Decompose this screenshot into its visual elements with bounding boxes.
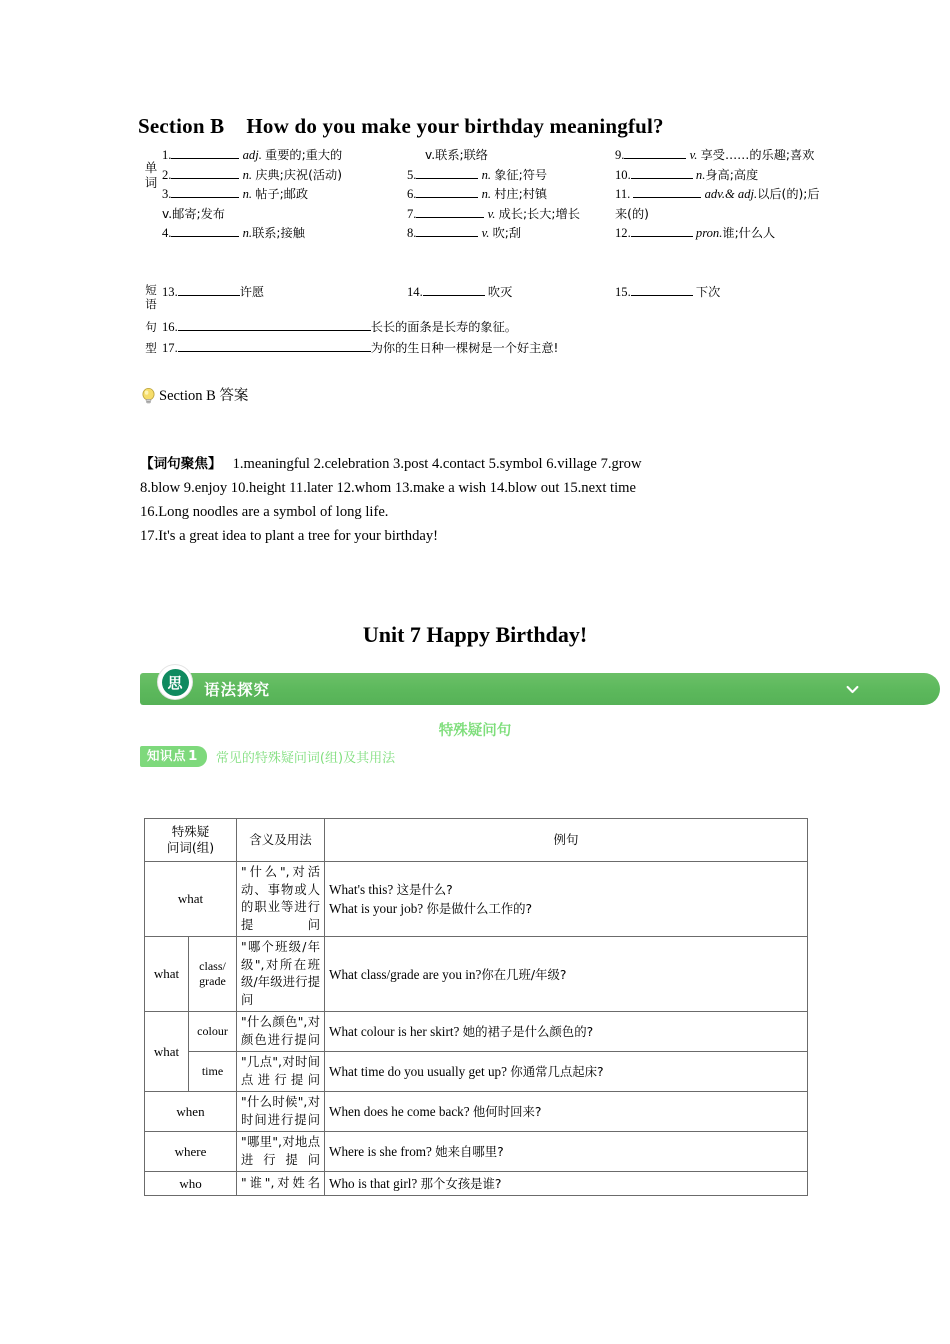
example-en: What class/grade are you in?: [329, 966, 482, 982]
vocab-entry: [407, 205, 615, 225]
example-cell: [325, 1132, 808, 1172]
fill-blank[interactable]: [631, 224, 693, 237]
sentences-label-char2: 型: [145, 341, 157, 355]
answers-heading-text: Section B 答案: [159, 388, 249, 404]
vocab-meaning: 象征;符号: [494, 167, 548, 182]
sentence-number: 17.: [162, 341, 178, 355]
header-qw-line2: 问词(组): [166, 840, 215, 855]
phrase-meaning: 吹灭: [487, 285, 513, 299]
thinking-badge-icon: [158, 665, 192, 699]
vocab-pos: pron.: [695, 226, 723, 240]
vocab-pos: n.: [242, 226, 253, 240]
vocab-pos: adv.& adj.: [704, 187, 758, 201]
grammar-banner[interactable]: [140, 673, 940, 705]
answers-focus-label: 【词句聚焦】: [140, 456, 222, 472]
vocabulary-words-row: [140, 146, 830, 244]
section-b-heading: [138, 114, 828, 139]
vocabulary-column-2: [407, 146, 615, 244]
fill-blank[interactable]: [178, 283, 240, 296]
example-line: [329, 1022, 803, 1041]
fill-blank[interactable]: [631, 166, 693, 179]
example-en: What time do you usually get up?: [329, 1064, 511, 1079]
table-row: [145, 1052, 808, 1092]
meaning-cell: "哪个班级/年级",对所在班级/年级进行提问: [237, 937, 325, 1012]
vocab-meaning: 谁;什么人: [722, 226, 776, 240]
knowledge-point-text: 常见的特殊疑问词(组)及其用法: [215, 751, 396, 766]
vocab-entry: [162, 166, 407, 186]
example-cn: 他何时回来?: [472, 1104, 542, 1119]
fill-blank[interactable]: [631, 283, 693, 296]
vocabulary-label-words: 单词: [144, 160, 158, 190]
vocab-entry: [615, 185, 830, 224]
question-word: what: [145, 1012, 189, 1092]
example-line: [329, 1174, 803, 1193]
topic-title: 特殊疑问句: [438, 723, 512, 739]
example-cn: 那个女孩是谁?: [420, 1176, 502, 1191]
answers-line-1: 1.meaningful 2.celebration 3.post 4.contact 5.symbol 6.village 7.grow: [232, 456, 642, 472]
vocab-number: 8.: [407, 226, 417, 240]
vocabulary-table: [140, 146, 830, 244]
meaning-cell: "几点",对时间点进行提问: [237, 1052, 325, 1092]
question-word: where: [145, 1132, 237, 1172]
thinking-badge-char: 思: [162, 669, 189, 696]
example-en: What's this?: [329, 882, 397, 897]
example-en: When does he come back?: [329, 1104, 473, 1119]
meaning-cell: "谁",对姓名: [237, 1172, 325, 1196]
example-cn: 你在几班/年级?: [481, 966, 567, 982]
chevron-down-icon[interactable]: [845, 682, 860, 697]
knowledge-point-badge-number: 1: [188, 748, 198, 764]
meaning-cell: "哪里",对地点进行提问: [237, 1132, 325, 1172]
vocab-number: 2.: [162, 167, 172, 182]
fill-blank[interactable]: [416, 224, 478, 237]
vocab-entry: [407, 224, 615, 244]
vocab-number: 10.: [615, 167, 631, 182]
vocab-number: 4.: [162, 226, 172, 240]
sentence-number: 16.: [162, 320, 178, 334]
fill-blank[interactable]: [416, 185, 478, 198]
phrases-label-char1: 短: [145, 283, 157, 297]
example-cn: 她来自哪里?: [435, 1144, 504, 1159]
example-en: What is your job?: [329, 901, 427, 916]
grammar-table: [144, 818, 808, 1196]
sentence-item: [162, 317, 830, 338]
table-row: [145, 1012, 808, 1052]
sentences-label: [140, 317, 162, 359]
example-en: Who is that girl?: [329, 1176, 421, 1191]
example-line: [329, 965, 803, 984]
vocab-entry: [615, 166, 830, 186]
vocab-number: 5.: [407, 167, 417, 182]
vocab-meaning-carryover: v.联系;联络: [425, 148, 488, 162]
vocab-number: 6.: [407, 187, 417, 201]
fill-blank[interactable]: [624, 146, 686, 159]
vocab-pos: v.: [481, 226, 490, 240]
lightbulb-icon: [142, 388, 155, 405]
fill-blank[interactable]: [171, 146, 239, 159]
phrase-number: 13.: [162, 285, 178, 299]
example-cell: [325, 1012, 808, 1052]
vocab-entry: [615, 146, 830, 166]
knowledge-point-badge-label: 知识点: [147, 748, 187, 763]
fill-blank[interactable]: [423, 283, 485, 296]
fill-blank[interactable]: [633, 185, 701, 198]
table-row: [145, 1172, 808, 1196]
answers-line: [140, 476, 830, 500]
meaning-cell: "什么",对活动、事物或人的职业等进行提问: [237, 862, 325, 937]
vocab-pos: adj.: [242, 148, 262, 162]
example-cell: [325, 937, 808, 1012]
question-word: what: [145, 937, 189, 1012]
table-row: [145, 862, 808, 937]
table-row: [145, 1092, 808, 1132]
vocabulary-column-1: [162, 146, 407, 244]
example-cell: [325, 1172, 808, 1196]
question-word: when: [145, 1092, 237, 1132]
answers-line-3: 16.Long noodles are a symbol of long life.: [140, 504, 389, 520]
sentence-meaning: 长长的面条是长寿的象征。: [370, 320, 517, 334]
phrase-meaning: 下次: [695, 285, 721, 299]
example-cell: [325, 862, 808, 937]
example-line: [329, 880, 803, 899]
vocab-meaning: 庆典;庆祝(活动): [255, 167, 342, 182]
vocab-meaning: 以后(的);后来(的): [615, 187, 820, 221]
fill-blank[interactable]: [171, 166, 239, 179]
fill-blank[interactable]: [171, 224, 239, 237]
unit-title: Unit 7 Happy Birthday!: [362, 622, 588, 647]
answers-body: [140, 452, 830, 548]
sentence-meaning: 为你的生日种一棵树是一个好主意!: [370, 341, 559, 355]
answers-heading: [142, 386, 248, 406]
table-row: [145, 937, 808, 1012]
phrases-row: [140, 283, 830, 311]
vocab-pos: v.: [689, 148, 698, 162]
vocab-entry: [162, 224, 407, 244]
phrase-item: [615, 283, 830, 311]
fill-blank[interactable]: [178, 318, 371, 331]
knowledge-point-badge: [140, 746, 207, 767]
question-word: what: [145, 862, 237, 937]
question-word-sub: time: [189, 1052, 237, 1092]
answers-line: [140, 524, 830, 548]
question-word-sub: class/ grade: [189, 937, 237, 1012]
vocab-entry: [615, 224, 830, 244]
answers-line: [140, 500, 830, 524]
header-examples: 例句: [325, 819, 808, 862]
example-line: [329, 1102, 803, 1121]
vocab-meaning: 联系;接触: [252, 226, 305, 240]
knowledge-point-row: [140, 746, 395, 767]
vocab-meaning: 帖子;邮政: [255, 187, 309, 201]
answers-line-2: 8.blow 9.enjoy 10.height 11.later 12.whom 13.make a wish 14.blow out 15.next time: [140, 480, 636, 496]
phrase-meaning: 许愿: [239, 285, 265, 299]
example-line: [329, 899, 803, 918]
vocab-column2-header: [407, 146, 615, 166]
vocab-pos: v.: [487, 206, 496, 221]
fill-blank[interactable]: [178, 339, 371, 352]
table-row: [145, 1132, 808, 1172]
phrase-number: 14.: [407, 285, 423, 299]
vocab-entry-extra: [162, 205, 407, 225]
fill-blank[interactable]: [171, 185, 239, 198]
phrase-number: 15.: [615, 285, 631, 299]
vocab-pos: n.: [242, 187, 253, 201]
fill-blank[interactable]: [416, 205, 484, 218]
example-cell: [325, 1092, 808, 1132]
vocab-meaning: 享受……的乐趣;喜欢: [700, 148, 815, 162]
phrase-item: [162, 283, 407, 311]
vocab-number: 7.: [407, 206, 417, 221]
fill-blank[interactable]: [416, 166, 478, 179]
phrases-label-char2: 语: [145, 297, 157, 311]
meaning-cell: "什么颜色",对颜色进行提问: [237, 1012, 325, 1052]
sentence-item: [162, 338, 830, 359]
vocab-meaning: 身高;高度: [705, 167, 759, 182]
phrases-label: [140, 283, 162, 311]
vocab-meaning: 成长;长大;增长: [498, 206, 580, 221]
vocab-entry: [162, 146, 407, 166]
vocab-entry: [162, 185, 407, 205]
example-en: What colour is her skirt?: [329, 1024, 463, 1039]
example-cn: 她的裙子是什么颜色的?: [462, 1024, 594, 1039]
example-cell: [325, 1052, 808, 1092]
grammar-banner-label: 语法探究: [204, 681, 271, 699]
vocab-number: 1.: [162, 148, 172, 162]
example-line: [329, 1142, 803, 1161]
vocab-number: 3.: [162, 187, 172, 201]
meaning-cell: "什么时候",对时间进行提问: [237, 1092, 325, 1132]
header-qw-line1: 特殊疑: [171, 824, 210, 839]
example-line: [329, 1062, 803, 1081]
vocab-meaning: 村庄;村镇: [494, 187, 548, 201]
vocab-pos: n.: [481, 187, 492, 201]
phrase-item: [407, 283, 615, 311]
vocab-meaning-second: v.邮寄;发布: [162, 206, 225, 221]
sentences-label-char1: 句: [145, 320, 157, 334]
vocab-entry: [407, 185, 615, 205]
section-b-prefix: Section B: [138, 114, 225, 138]
vocab-pos: n.: [481, 167, 492, 182]
example-en: Where is she from?: [329, 1144, 436, 1159]
vocab-meaning: 重要的;重大的: [265, 148, 343, 162]
example-cn: 这是什么?: [396, 882, 453, 897]
vocab-entry: [407, 166, 615, 186]
header-meaning: 含义及用法: [237, 819, 325, 862]
table-header-row: [145, 819, 808, 862]
header-question-word: [145, 819, 237, 862]
vocab-meaning: 吹;刮: [492, 226, 522, 240]
vocab-number: 11.: [615, 187, 631, 201]
question-word-sub: colour: [189, 1012, 237, 1052]
sentence-patterns-row: [140, 317, 830, 359]
vocab-number: 12.: [615, 226, 631, 240]
vocab-number: 9.: [615, 148, 625, 162]
example-cn: 你通常几点起床?: [510, 1064, 604, 1079]
example-cn: 你是做什么工作的?: [426, 901, 533, 916]
vocab-pos: n.: [242, 167, 253, 182]
vocabulary-column-3: [615, 146, 830, 244]
section-b-title-text: How do you make your birthday meaningful?: [246, 114, 664, 138]
vocab-pos: n.: [695, 167, 706, 182]
answers-line-4: 17.It's a great idea to plant a tree for your birthday!: [140, 528, 439, 544]
answers-focus-line: [140, 452, 830, 476]
question-word: who: [145, 1172, 237, 1196]
